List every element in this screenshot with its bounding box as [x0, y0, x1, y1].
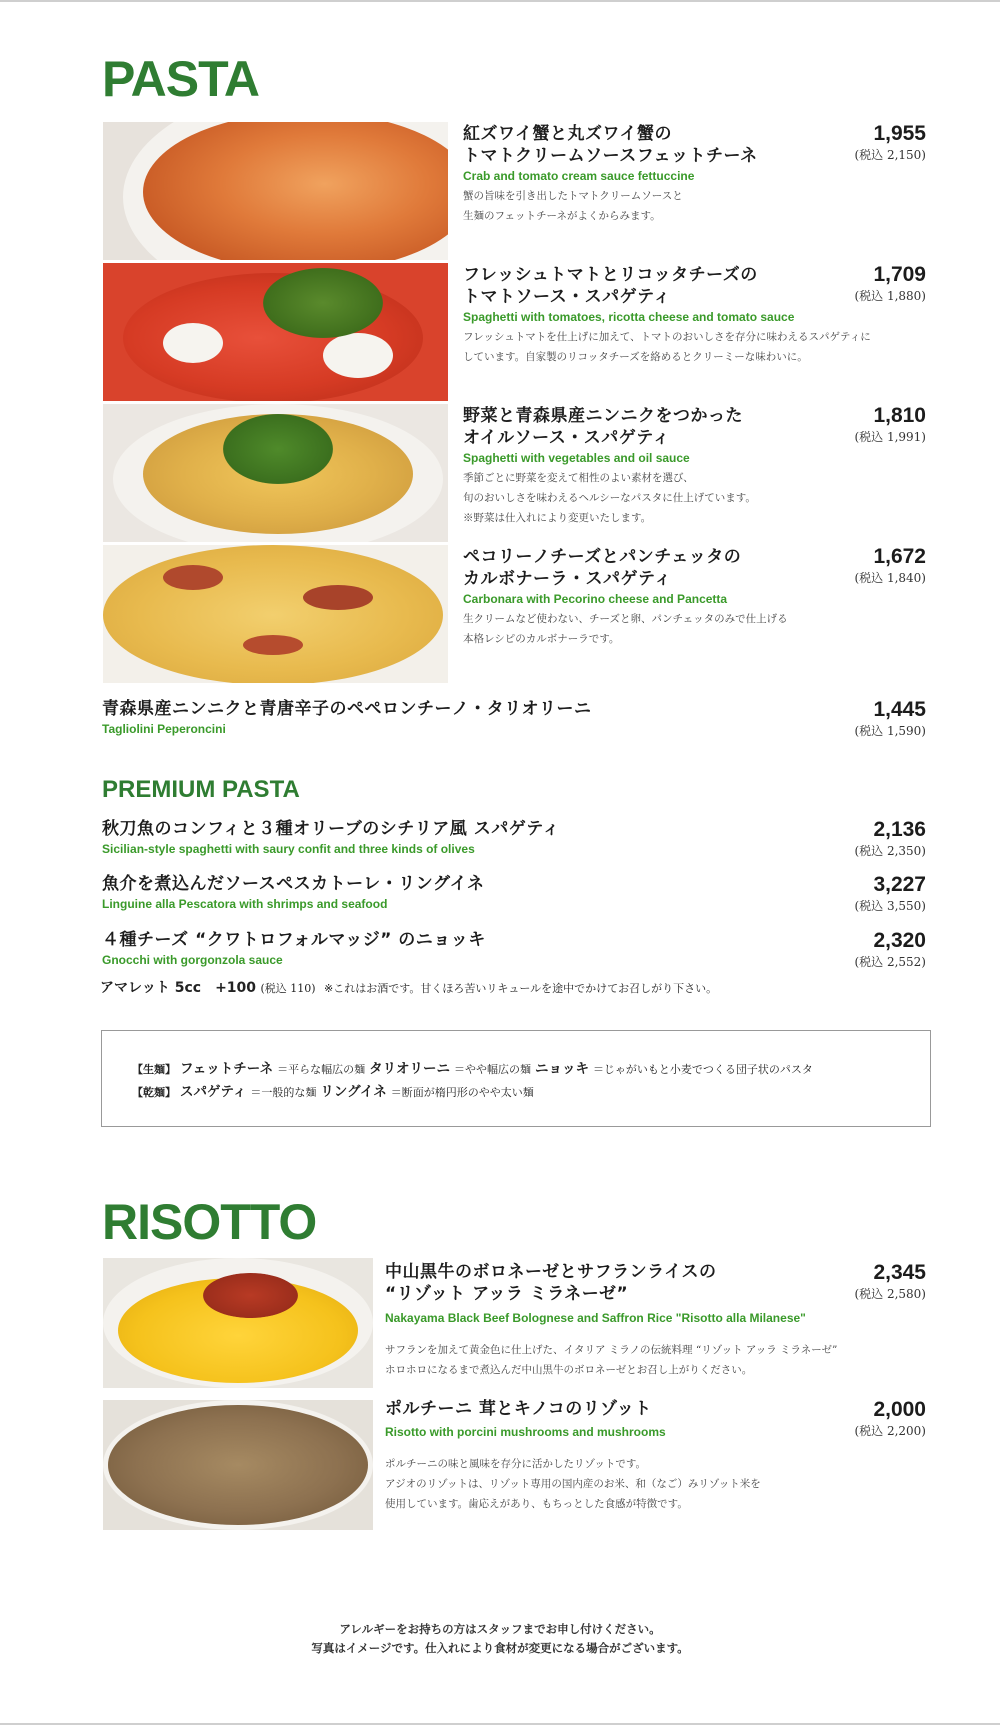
item-description: フレッシュトマトを仕上げに加えて、トマトのおいしさを存分に味わえるスパゲティに しています。自家製のリコッタチーズを絡めるとクリーミーな味わいに。: [463, 331, 871, 363]
item-name: 魚介を煮込んだソースペスカトーレ・リングイネ: [102, 874, 485, 894]
amaretto-addon: [100, 977, 717, 997]
premium-item-2-price: 3,227 (税込 3,550): [854, 873, 926, 913]
item-name: トマトソース・スパゲティ: [463, 287, 671, 307]
vegetable-oil-spaghetti-photo: [103, 404, 448, 542]
pasta-item-3-price: 1,810 (税込 1,991): [854, 404, 926, 444]
item-name: フレッシュトマトとリコッタチーズの: [463, 265, 758, 285]
dry-noodle-note: 【乾麺】 スパゲティ ＝一般的な麺 リングイネ ＝断面が楕円形のやや太い麺: [132, 1084, 534, 1100]
item-english-name: Spaghetti with vegetables and oil sauce: [463, 451, 690, 465]
item-description: ポルチーニの味と風味を存分に活かしたリゾットです。 アジオのリゾットは、リゾット専用の国内産のお米、和（なご）みリゾット米を 使用しています。歯応えがあり、もちっとした食感が特徴です。: [385, 1458, 761, 1510]
item-name: 青森県産ニンニクと青唐辛子のペペロンチーノ・タリオリーニ: [102, 699, 592, 719]
item-name: “リゾット アッラ ミラネーゼ”: [385, 1284, 629, 1304]
crab-fettuccine-photo: [103, 122, 448, 260]
item-english-name: Gnocchi with gorgonzola sauce: [102, 953, 283, 967]
pasta-section-title: PASTA: [102, 51, 260, 107]
premium-pasta-title: PREMIUM PASTA: [102, 776, 300, 803]
item-name: 秋刀魚のコンフィと３種オリーブのシチリア風 スパゲティ: [102, 819, 560, 839]
item-name: 紅ズワイ蟹と丸ズワイ蟹の: [463, 124, 672, 144]
item-english-name: Nakayama Black Beef Bolognese and Saffron Rice "Risotto alla Milanese": [385, 1311, 806, 1325]
addon-name: アマレット 5cc +100: [100, 980, 257, 996]
pasta-item-5: [102, 698, 802, 737]
pasta-item-1-price: 1,955 (税込 2,150): [854, 122, 926, 162]
risotto-section-title: RISOTTO: [102, 1194, 317, 1250]
item-name: ４種チーズ “クワトロフォルマッジ” のニョッキ: [102, 930, 486, 950]
item-english-name: Linguine alla Pescatora with shrimps and seafood: [102, 897, 388, 911]
item-english-name: Spaghetti with tomatoes, ricotta cheese and tomato sauce: [463, 310, 795, 324]
noodle-notes-box: [101, 1030, 931, 1127]
risotto-item-1-price: 2,345 (税込 2,580): [854, 1261, 926, 1301]
item-description: 蟹の旨味を引き出したトマトクリームソースと 生麺のフェットチーネがよくからみます。: [463, 190, 683, 222]
top-rule: [0, 0, 1000, 2]
pasta-item-2-price: 1,709 (税込 1,880): [854, 263, 926, 303]
item-name: ポルチーニ 茸とキノコのリゾット: [385, 1399, 652, 1419]
premium-item-2: [102, 873, 802, 912]
fresh-noodle-note: 【生麺】 フェットチーネ ＝平らな幅広の麺 タリオリーニ ＝やや幅広の麺 ニョッキ ＝じゃがいもと小麦でつくる団子状のパスタ: [132, 1061, 813, 1077]
tomato-ricotta-spaghetti-photo: [103, 263, 448, 401]
item-name: ペコリーノチーズとパンチェッタの: [463, 547, 742, 567]
addon-note: ※これはお酒です。甘くほろ苦いリキュールを途中でかけてお召しがり下さい。: [324, 982, 718, 995]
pasta-item-4-price: 1,672 (税込 1,840): [854, 545, 926, 585]
item-description: 生クリームなど使わない、チーズと卵、パンチェッタのみで仕上げる 本格レシピのカルボナーラです。: [463, 613, 788, 645]
item-english-name: Carbonara with Pecorino cheese and Pancetta: [463, 592, 728, 606]
item-english-name: Crab and tomato cream sauce fettuccine: [463, 169, 695, 183]
premium-item-3: [102, 929, 802, 968]
item-name: オイルソース・スパゲティ: [463, 428, 670, 448]
addon-tax: (税込 110): [260, 982, 316, 995]
item-name: トマトクリームソースフェットチーネ: [463, 146, 758, 166]
carbonara-photo: [103, 545, 448, 683]
porcini-risotto-photo: [103, 1400, 373, 1530]
premium-item-3-price: 2,320 (税込 2,552): [854, 929, 926, 969]
item-english-name: Risotto with porcini mushrooms and mushrooms: [385, 1425, 666, 1439]
item-name: 中山黒牛のボロネーゼとサフランライスの: [385, 1262, 717, 1282]
item-description: 季節ごとに野菜を変えて相性のよい素材を選び、 旬のおいしさを味わえるヘルシーなパスタに仕上げています。 ※野菜は仕入れにより変更いたします。: [463, 472, 756, 524]
item-english-name: Tagliolini Peperoncini: [102, 722, 226, 736]
milanese-risotto-photo: [103, 1258, 373, 1388]
risotto-item-2-price: 2,000 (税込 2,200): [854, 1398, 926, 1438]
item-english-name: Sicilian-style spaghetti with saury confit and three kinds of olives: [102, 842, 475, 856]
premium-item-1-price: 2,136 (税込 2,350): [854, 818, 926, 858]
item-name: 野菜と青森県産ニンニクをつかった: [463, 406, 743, 426]
premium-item-1: [102, 818, 802, 857]
footer-notice: アレルギーをお持ちの方はスタッフまでお申し付けください。 写真はイメージです。仕入れにより食材が変更になる場合がございます。: [311, 1622, 689, 1655]
pasta-item-5-price: 1,445 (税込 1,590): [854, 698, 926, 738]
item-description: サフランを加えて黄金色に仕上げた、イタリア ミラノの伝統料理 “リゾット アッラ ミラネーゼ” ホロホロになるまで煮込んだ中山黒牛のボロネーゼとお召し上がりください。: [385, 1344, 838, 1376]
item-name: カルボナーラ・スパゲティ: [463, 569, 672, 589]
